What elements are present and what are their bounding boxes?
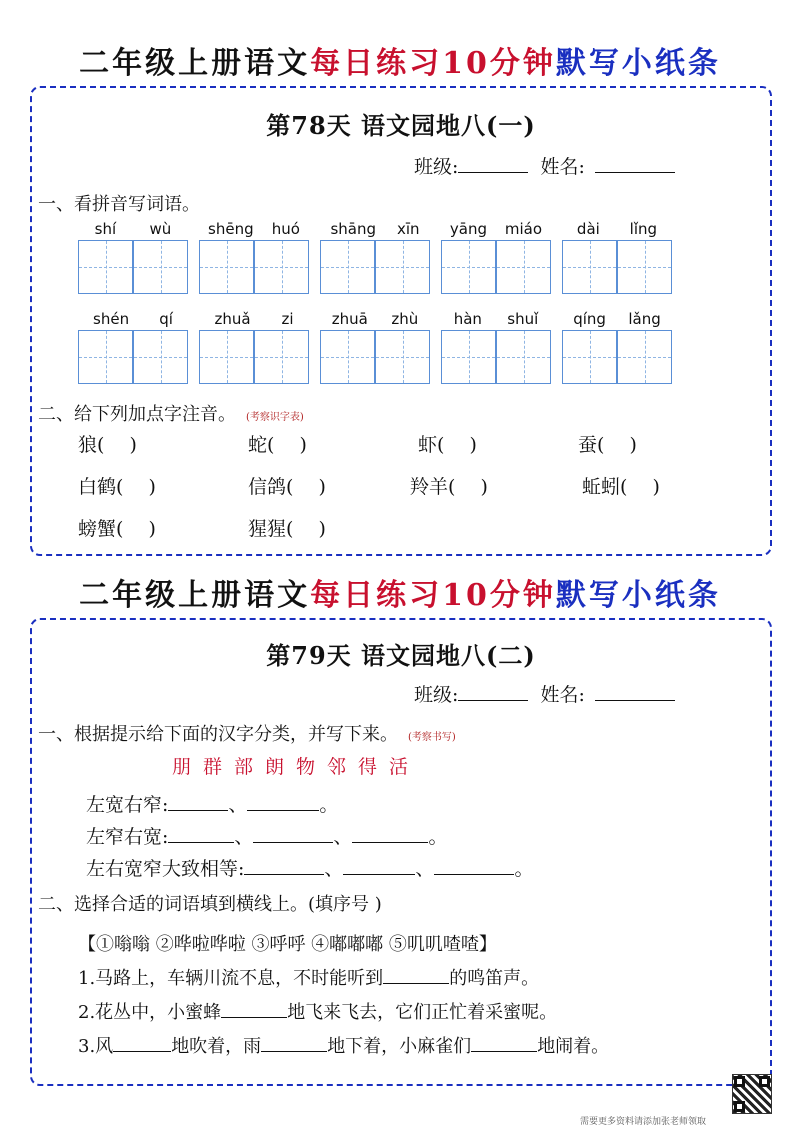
pinyin: shén (93, 310, 130, 328)
sentence-text: 地飞来飞去，它们正忙着采蜜呢。 (287, 1002, 558, 1023)
answer-blank[interactable] (168, 842, 234, 843)
writing-box[interactable] (78, 330, 133, 384)
class-blank[interactable] (458, 172, 528, 173)
class-blank[interactable] (458, 700, 528, 701)
separator: 、 (333, 826, 353, 848)
day79-title: 第79天 语文园地八(二) (266, 641, 536, 670)
period: 。 (319, 794, 339, 816)
zhuyin-item[interactable]: 信鸽( ) (248, 476, 326, 498)
answer-blank[interactable] (434, 874, 514, 875)
footer-note: 需要更多资料请添加张老师领取 (580, 1117, 707, 1127)
banner-top (0, 38, 800, 82)
zhuyin-item[interactable]: 蚕( ) (578, 434, 637, 456)
pinyin: shēng (208, 220, 254, 238)
sentence-text: 1.马路上，车辆川流不息，不时能听到 (78, 968, 384, 989)
classify-label: 左窄右宽: (86, 826, 169, 848)
sentence-text: 地吹着，雨 (171, 1036, 262, 1057)
pinyin: hàn (453, 310, 482, 328)
zhuyin-item[interactable]: 虾( ) (418, 434, 477, 456)
sec2-note: (考察识字表) (246, 412, 304, 423)
writing-box[interactable] (441, 240, 496, 294)
answer-blank[interactable] (168, 810, 228, 811)
qr-code (732, 1074, 772, 1114)
pinyin-group (78, 310, 188, 330)
separator: 、 (324, 858, 344, 880)
period: 。 (428, 826, 448, 848)
answer-blank[interactable] (253, 842, 333, 843)
day79-sec1-title (38, 720, 456, 746)
writing-box[interactable] (133, 330, 188, 384)
separator: 、 (234, 826, 254, 848)
pinyin: qí (159, 310, 173, 328)
pinyin: xīn (396, 220, 420, 238)
pinyin: yāng (449, 220, 488, 238)
sentence-text: 2.花丛中，小蜜蜂 (78, 1002, 222, 1023)
sentence-text: 地闹着。 (537, 1036, 610, 1057)
writing-box[interactable] (133, 240, 188, 294)
sec1-title-text: 一、根据提示给下面的汉字分类，并写下来。 (38, 724, 398, 745)
worksheet-day78 (30, 86, 772, 556)
writing-box[interactable] (562, 240, 617, 294)
banner-middle (0, 570, 800, 614)
pinyin-group (562, 310, 672, 330)
pinyin-group (562, 220, 672, 240)
zhuyin-item[interactable]: 蛇( ) (248, 434, 307, 456)
answer-blank[interactable] (471, 1051, 537, 1052)
separator: 、 (228, 794, 248, 816)
classify-row-3 (86, 854, 533, 881)
banner-part2: 每日练习10分钟 (310, 46, 556, 81)
answer-blank[interactable] (383, 983, 449, 984)
pinyin: zhuǎ (214, 310, 251, 328)
answer-blank[interactable] (113, 1051, 171, 1052)
name-label: 姓名: (540, 684, 585, 706)
banner-part3: 默写小纸条 (555, 46, 721, 81)
writing-box[interactable] (496, 240, 551, 294)
sec2-title-text: 二、给下列加点字注音。 (38, 404, 236, 425)
class-label: 班级: (414, 156, 459, 178)
banner-part3: 默写小纸条 (555, 578, 721, 613)
day78-title: 第78天 语文园地八(一) (266, 111, 536, 140)
pinyin: zhuā (331, 310, 368, 328)
pinyin: miáo (504, 220, 543, 238)
sentence-1 (78, 964, 539, 990)
day79-sec2-title: 二、选择合适的词语填到横线上。(填序号 ) (38, 894, 382, 915)
name-label: 姓名: (540, 156, 585, 178)
answer-blank[interactable] (247, 810, 319, 811)
answer-blank[interactable] (343, 874, 415, 875)
banner-part1: 二年级上册语文 (79, 578, 311, 613)
zhuyin-item[interactable]: 螃蟹( ) (78, 518, 156, 540)
pinyin: qíng (573, 310, 606, 328)
writing-box[interactable] (254, 330, 309, 384)
period: 。 (514, 858, 534, 880)
answer-blank[interactable] (244, 874, 324, 875)
word-options: 【①嗡嗡 ②哗啦哗啦 ③呼呼 ④嘟嘟嘟 ⑤叽叽喳喳】 (78, 934, 497, 955)
pinyin-group (441, 310, 551, 330)
classify-label: 左宽右窄: (86, 794, 169, 816)
day78-sec1-title: 一、看拼音写词语。 (38, 194, 200, 215)
pinyin: huó (271, 220, 300, 238)
pinyin-group (199, 310, 309, 330)
zhuyin-item[interactable]: 猩猩( ) (248, 518, 326, 540)
pinyin: shāng (330, 220, 377, 238)
pinyin: wù (149, 220, 172, 238)
pinyin-group (441, 220, 551, 240)
separator: 、 (415, 858, 435, 880)
pinyin: lǐng (629, 220, 658, 238)
classify-row-1 (86, 790, 338, 817)
pinyin-group (78, 220, 188, 240)
char-list: 朋群部朗物邻得活 (172, 756, 421, 778)
name-blank[interactable] (595, 172, 675, 173)
pinyin: zhù (391, 310, 419, 328)
writing-box[interactable] (617, 330, 672, 384)
pinyin: shuǐ (507, 310, 539, 328)
answer-blank[interactable] (261, 1051, 327, 1052)
writing-box[interactable] (375, 240, 430, 294)
banner-part2: 每日练习10分钟 (310, 578, 556, 613)
zhuyin-item[interactable]: 白鹤( ) (78, 476, 156, 498)
writing-box[interactable] (562, 330, 617, 384)
worksheet-day79 (30, 618, 772, 1086)
sec1-note: (考察书写) (408, 732, 456, 743)
sentence-text: 3.风 (78, 1036, 114, 1057)
classify-label: 左右宽窄大致相等: (86, 858, 245, 880)
day78-sec2-title (38, 400, 304, 426)
sentence-3 (78, 1032, 609, 1058)
pinyin: dài (576, 220, 600, 238)
sentence-text: 的鸣笛声。 (449, 968, 540, 989)
name-blank[interactable] (595, 700, 675, 701)
pinyin: zi (281, 310, 294, 328)
writing-box[interactable] (617, 240, 672, 294)
sentence-2 (78, 998, 557, 1024)
sentence-text: 地下着，小麻雀们 (327, 1036, 472, 1057)
answer-blank[interactable] (352, 842, 428, 843)
zhuyin-item[interactable]: 狼( ) (78, 434, 137, 456)
pinyin-group (199, 220, 309, 240)
pinyin: shí (94, 220, 117, 238)
pinyin: lǎng (628, 310, 661, 328)
pinyin-group (320, 220, 430, 240)
zhuyin-item[interactable]: 蚯蚓( ) (582, 476, 660, 498)
day79-name-row (414, 680, 675, 707)
writing-box[interactable] (320, 240, 375, 294)
banner-part1: 二年级上册语文 (79, 46, 311, 81)
day78-name-row (414, 152, 675, 179)
writing-box[interactable] (254, 240, 309, 294)
answer-blank[interactable] (221, 1017, 287, 1018)
writing-box[interactable] (496, 330, 551, 384)
zhuyin-item[interactable]: 羚羊( ) (410, 476, 488, 498)
writing-box[interactable] (375, 330, 430, 384)
writing-box[interactable] (199, 330, 254, 384)
writing-box[interactable] (199, 240, 254, 294)
writing-box[interactable] (78, 240, 133, 294)
writing-box[interactable] (441, 330, 496, 384)
pinyin-group (320, 310, 430, 330)
writing-box[interactable] (320, 330, 375, 384)
class-label: 班级: (414, 684, 459, 706)
classify-row-2 (86, 822, 447, 849)
